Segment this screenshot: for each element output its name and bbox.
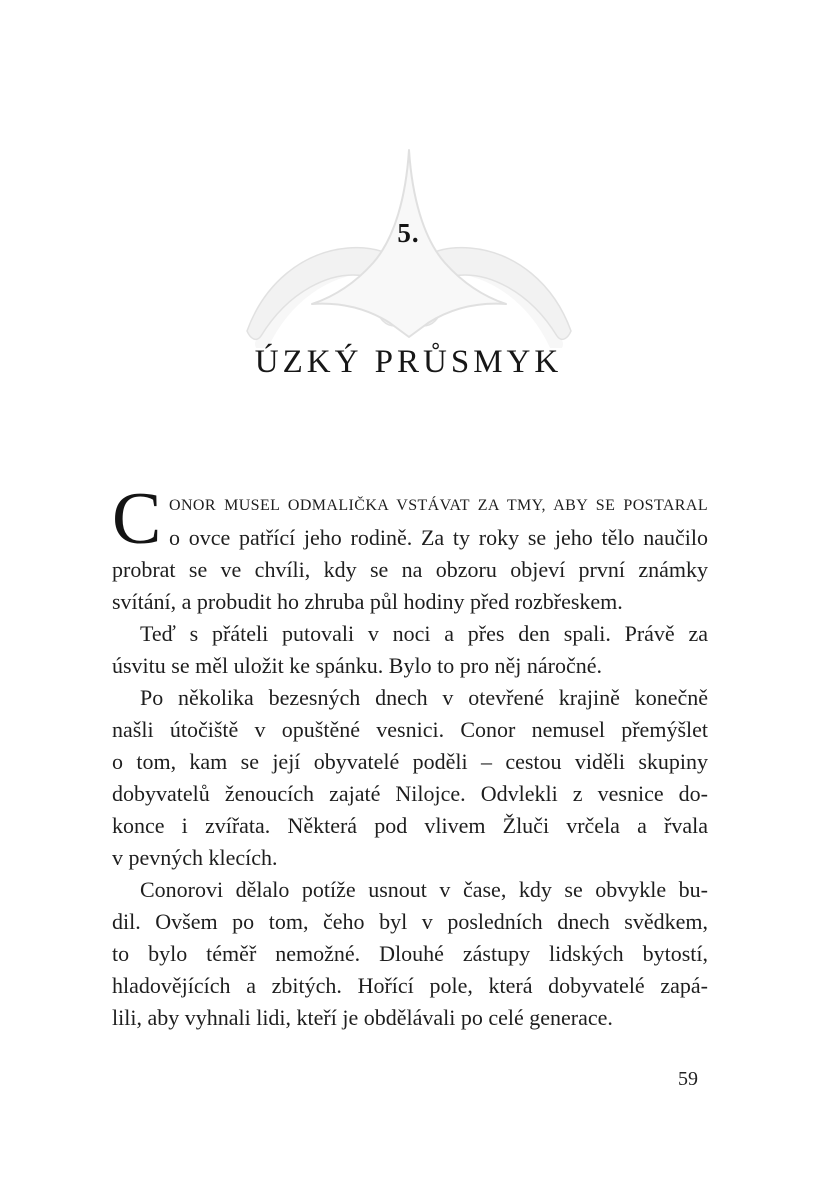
text-line: o ovce patřící jeho rodině. Za ty roky se jeho tělo naučilo — [169, 525, 708, 550]
body-text — [112, 478, 708, 1034]
text-line: konce i zvířata. Některá pod vlivem Žluči vrčela a řvala — [112, 813, 708, 838]
text-line: svítání, a probudit ho zhruba půl hodiny před rozbřeskem. — [112, 589, 623, 614]
text-line: to bylo téměř nemožné. Dlouhé zástupy lidských bytostí, — [112, 941, 708, 966]
paragraph — [112, 682, 708, 874]
chapter-ornament — [242, 146, 576, 348]
text-line: hladovějících a zbitých. Hořící pole, která dobyvatelé zapá- — [112, 973, 708, 998]
text-line: Po několika bezesných dnech v otevřené krajině konečně — [140, 685, 708, 710]
drop-cap: C — [112, 478, 162, 560]
text-line: úsvitu se měl uložit ke spánku. Bylo to pro něj náročné. — [112, 653, 603, 678]
chapter-title: ÚZKÝ PRŮSMYK — [254, 344, 563, 380]
text-line: probrat se ve chvíli, kdy se na obzoru objeví první známky — [112, 557, 708, 582]
text-line: lili, aby vyhnali lidi, kteří je obdělávali po celé generace. — [112, 1005, 613, 1030]
page-number: 59 — [678, 1068, 698, 1090]
text-line: Teď s přáteli putovali v noci a přes den spali. Právě za — [140, 621, 708, 646]
text-line: dil. Ovšem po tom, čeho byl v posledních dnech svědkem, — [112, 909, 708, 934]
text-line: Conorovi dělalo potíže usnout v čase, kdy se obvykle bu- — [140, 877, 708, 902]
text-line: v pevných klecích. — [112, 845, 278, 870]
chapter-number: 5. — [397, 218, 420, 248]
paragraph — [112, 874, 708, 1034]
paragraphs — [112, 490, 708, 1034]
text-line: našli útočiště v opuštěné vesnici. Conor nemusel přemýšlet — [112, 717, 708, 742]
text-line: o tom, kam se její obyvatelé poděli – cestou viděli skupiny — [112, 749, 708, 774]
text-line: dobyvatelů ženoucích zajaté Nilojce. Odvlekli z vesnice do- — [112, 781, 708, 806]
text-line: ONOR MUSEL ODMALIČKA VSTÁVAT ZA TMY, ABY SE POSTARAL — [169, 497, 708, 514]
paragraph — [112, 490, 708, 618]
paragraph — [112, 618, 708, 682]
